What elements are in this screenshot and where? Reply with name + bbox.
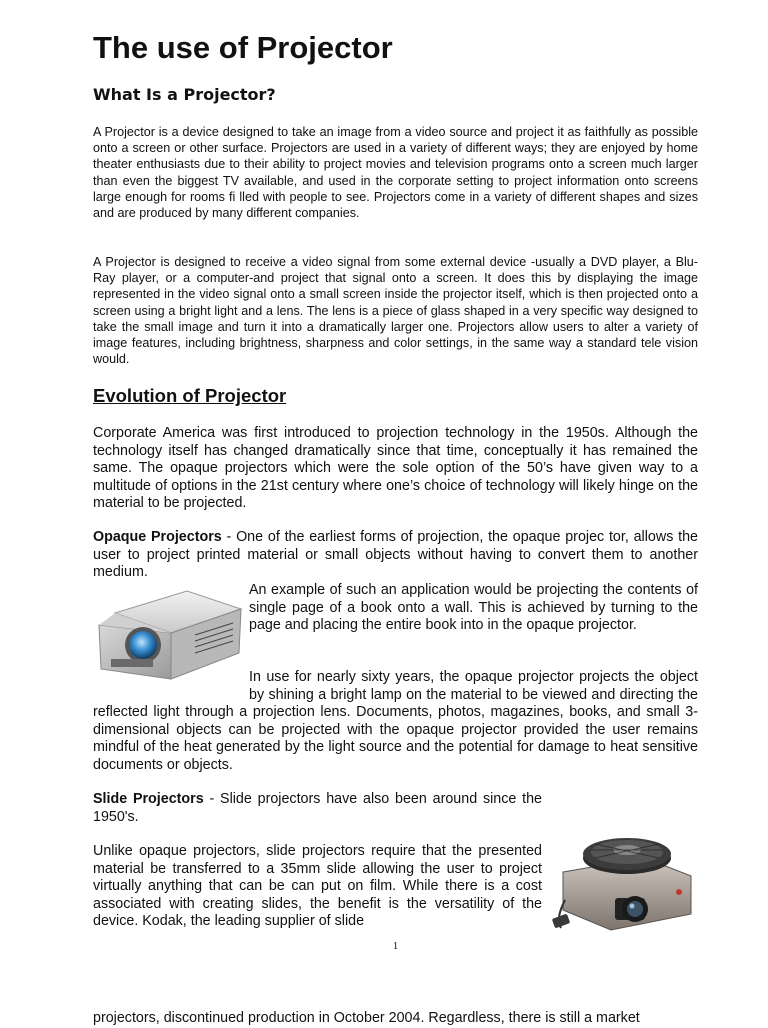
section-heading-evolution: Evolution of Projector xyxy=(93,385,287,406)
slide-intro-text: - Slide projectors have also been around since the 1950's. xyxy=(93,791,542,825)
slide-intro-paragraph xyxy=(93,791,542,826)
page-number: 1 xyxy=(392,940,399,952)
opaque-history-paragraph: In use for nearly sixty years, the opaque projector projects the object by shining a bright lamp on the material to be viewed and directing the reflected light through a projection lens. Documents, photos, magazines, books, and small 3-dimensional objects can be projected with the opaque projector provided the user remains mindful of the heat generated by the light source and the potential for damage to heat sensitive documents or objects. xyxy=(93,669,698,773)
next-page-text-fragment: projectors, discontinued production in October 2004. Regardless, there is still a market xyxy=(93,1010,640,1026)
intro-paragraph-1: A Projector is a device designed to take an image from a video source and project it as faithfully as possible onto a screen or other surface. Projectors are used in a variety of different ways; they are enjoyed by home theater enthusiasts due to their ability to project movies and television programs onto a screen much larger than even the biggest TV available, and used in the corporate setting to project information onto screens large enough for rooms fi lled with people to see. Projectors come in a variety of different shapes and sizes and are produced by many different companies. xyxy=(93,125,698,221)
page-title: The use of Projector xyxy=(93,30,393,65)
opaque-term: Opaque Projectors xyxy=(93,529,222,545)
intro-paragraph-2: A Projector is designed to receive a video signal from some external device -usually a DVD player, a Blu-Ray player, or a computer-and project that signal onto a screen. It does this by displaying the image represented in the video signal onto a small screen inside the projector itself, which is then projected onto a screen using a bright light and a lens. The lens is a piece of glass shaped in a very specific way designed to take the small image and turn it into a dramatically larger one. Projectors allow users to alter a variety of image features, including brightness, sharpness and color settings, in the same way a standard tele vision would. xyxy=(93,255,698,367)
opaque-intro-text: - One of the earliest forms of projection, the opaque projec tor, allows the user to project printed material or small objects without having to convert them to another medium. xyxy=(93,529,698,581)
slide-term: Slide Projectors xyxy=(93,791,204,807)
slide-detail-paragraph: Unlike opaque projectors, slide projectors require that the presented material be transferred to a 35mm slide allowing the user to project virtually anything that can be can put on film. While there is a cost associated with creating slides, the benefit is the versatility of the device. Kodak, the leading supplier of slide xyxy=(93,843,542,930)
opaque-intro-paragraph xyxy=(93,529,698,582)
opaque-history-block xyxy=(93,669,698,775)
slide-projector-image xyxy=(551,828,697,936)
evolution-paragraph: Corporate America was first introduced to projection technology in the 1950s. Although the technology itself has changed dramatically since that time, conceptually it has remained the same. The opaque projectors which were the sole option of the 50’s have given way to a multitude of options in the 21st century where one’s choice of technology will likely hinge on the material to be projected. xyxy=(93,425,698,512)
opaque-example-paragraph: An example of such an application would be projecting the contents of single page of a book onto a wall. This is achieved by turning to the page and placing the entire book into in the opaque projector. xyxy=(249,582,698,634)
subtitle-what-is-projector: What Is a Projector? xyxy=(93,85,276,104)
